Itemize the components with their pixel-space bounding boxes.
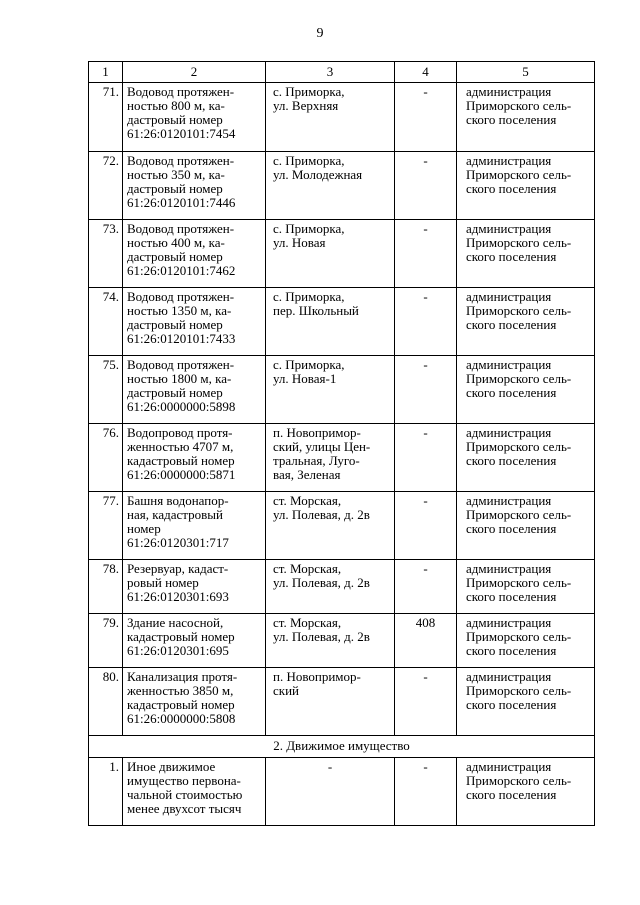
object-value: - [395, 424, 457, 492]
page-number: 9 [316, 26, 324, 41]
object-holder: администрация Приморского сель- ского поселения [457, 560, 595, 614]
object-holder: администрация Приморского сель- ского поселения [457, 614, 595, 668]
row-number: 79. [89, 614, 123, 668]
column-header: 4 [395, 62, 457, 83]
object-name: Здание насосной, кадастровый номер 61:26:0120301:695 [123, 614, 266, 668]
object-value: - [395, 220, 457, 288]
section-row [89, 736, 595, 758]
section-title: 2. Движимое имущество [89, 736, 595, 758]
table-header-row [89, 62, 595, 83]
object-value: - [395, 560, 457, 614]
object-address: ст. Морская, ул. Полевая, д. 2в [266, 492, 395, 560]
object-name: Канализация протя- женностью 3850 м, кадастровый номер 61:26:0000000:5808 [123, 668, 266, 736]
table-row [89, 560, 595, 614]
object-value: - [395, 758, 457, 826]
table-row [89, 424, 595, 492]
object-address: - [266, 758, 395, 826]
object-holder: администрация Приморского сель- ского поселения [457, 356, 595, 424]
row-number: 76. [89, 424, 123, 492]
object-holder: администрация Приморского сель- ского поселения [457, 220, 595, 288]
object-value: - [395, 668, 457, 736]
object-value: - [395, 152, 457, 220]
row-number: 73. [89, 220, 123, 288]
row-number: 78. [89, 560, 123, 614]
column-header: 2 [123, 62, 266, 83]
object-name: Водовод протяжен- ностью 1350 м, ка- дастровый номер 61:26:0120101:7433 [123, 288, 266, 356]
object-name: Водовод протяжен- ностью 1800 м, ка- дастровый номер 61:26:0000000:5898 [123, 356, 266, 424]
column-header: 5 [457, 62, 595, 83]
object-address: с. Приморка, ул. Молодежная [266, 152, 395, 220]
object-name: Водопровод протя- женностью 4707 м, кадастровый номер 61:26:0000000:5871 [123, 424, 266, 492]
object-address: с. Приморка, ул. Новая-1 [266, 356, 395, 424]
object-name: Водовод протяжен- ностью 400 м, ка- дастровый номер 61:26:0120101:7462 [123, 220, 266, 288]
object-value: - [395, 356, 457, 424]
object-address: ст. Морская, ул. Полевая, д. 2в [266, 614, 395, 668]
table-row [89, 152, 595, 220]
object-name: Водовод протяжен- ностью 350 м, ка- дастровый номер 61:26:0120101:7446 [123, 152, 266, 220]
row-number: 77. [89, 492, 123, 560]
table-row [89, 614, 595, 668]
row-number: 74. [89, 288, 123, 356]
column-header: 1 [89, 62, 123, 83]
object-address: п. Новопримор- ский [266, 668, 395, 736]
object-value: - [395, 288, 457, 356]
object-name: Водовод протяжен- ностью 800 м, ка- дастровый номер 61:26:0120101:7454 [123, 83, 266, 152]
table-row [89, 492, 595, 560]
row-number: 72. [89, 152, 123, 220]
object-name: Резервуар, кадаст- ровый номер 61:26:0120301:693 [123, 560, 266, 614]
object-name: Башня водонапор- ная, кадастровый номер 61:26:0120301:717 [123, 492, 266, 560]
object-holder: администрация Приморского сель- ского поселения [457, 152, 595, 220]
object-address: ст. Морская, ул. Полевая, д. 2в [266, 560, 395, 614]
row-number: 75. [89, 356, 123, 424]
table-row [89, 356, 595, 424]
object-holder: администрация Приморского сель- ского поселения [457, 288, 595, 356]
column-header: 3 [266, 62, 395, 83]
table-row [89, 758, 595, 826]
object-address: с. Приморка, пер. Школьный [266, 288, 395, 356]
property-registry-table [88, 61, 595, 826]
object-value: 408 [395, 614, 457, 668]
object-holder: администрация Приморского сель- ского поселения [457, 83, 595, 152]
object-holder: администрация Приморского сель- ского поселения [457, 668, 595, 736]
object-address: с. Приморка, ул. Новая [266, 220, 395, 288]
table-row [89, 668, 595, 736]
object-address: с. Приморка, ул. Верхняя [266, 83, 395, 152]
object-address: п. Новопримор- ский, улицы Цен- тральная, Луго- вая, Зеленая [266, 424, 395, 492]
object-name: Иное движимое имущество первона- чальной стоимостью менее двухсот тысяч [123, 758, 266, 826]
object-value: - [395, 83, 457, 152]
row-number: 71. [89, 83, 123, 152]
object-holder: администрация Приморского сель- ского поселения [457, 424, 595, 492]
row-number: 1. [89, 758, 123, 826]
table-row [89, 83, 595, 152]
object-value: - [395, 492, 457, 560]
object-holder: администрация Приморского сель- ского поселения [457, 758, 595, 826]
table-row [89, 220, 595, 288]
table-row [89, 288, 595, 356]
object-holder: администрация Приморского сель- ского поселения [457, 492, 595, 560]
row-number: 80. [89, 668, 123, 736]
